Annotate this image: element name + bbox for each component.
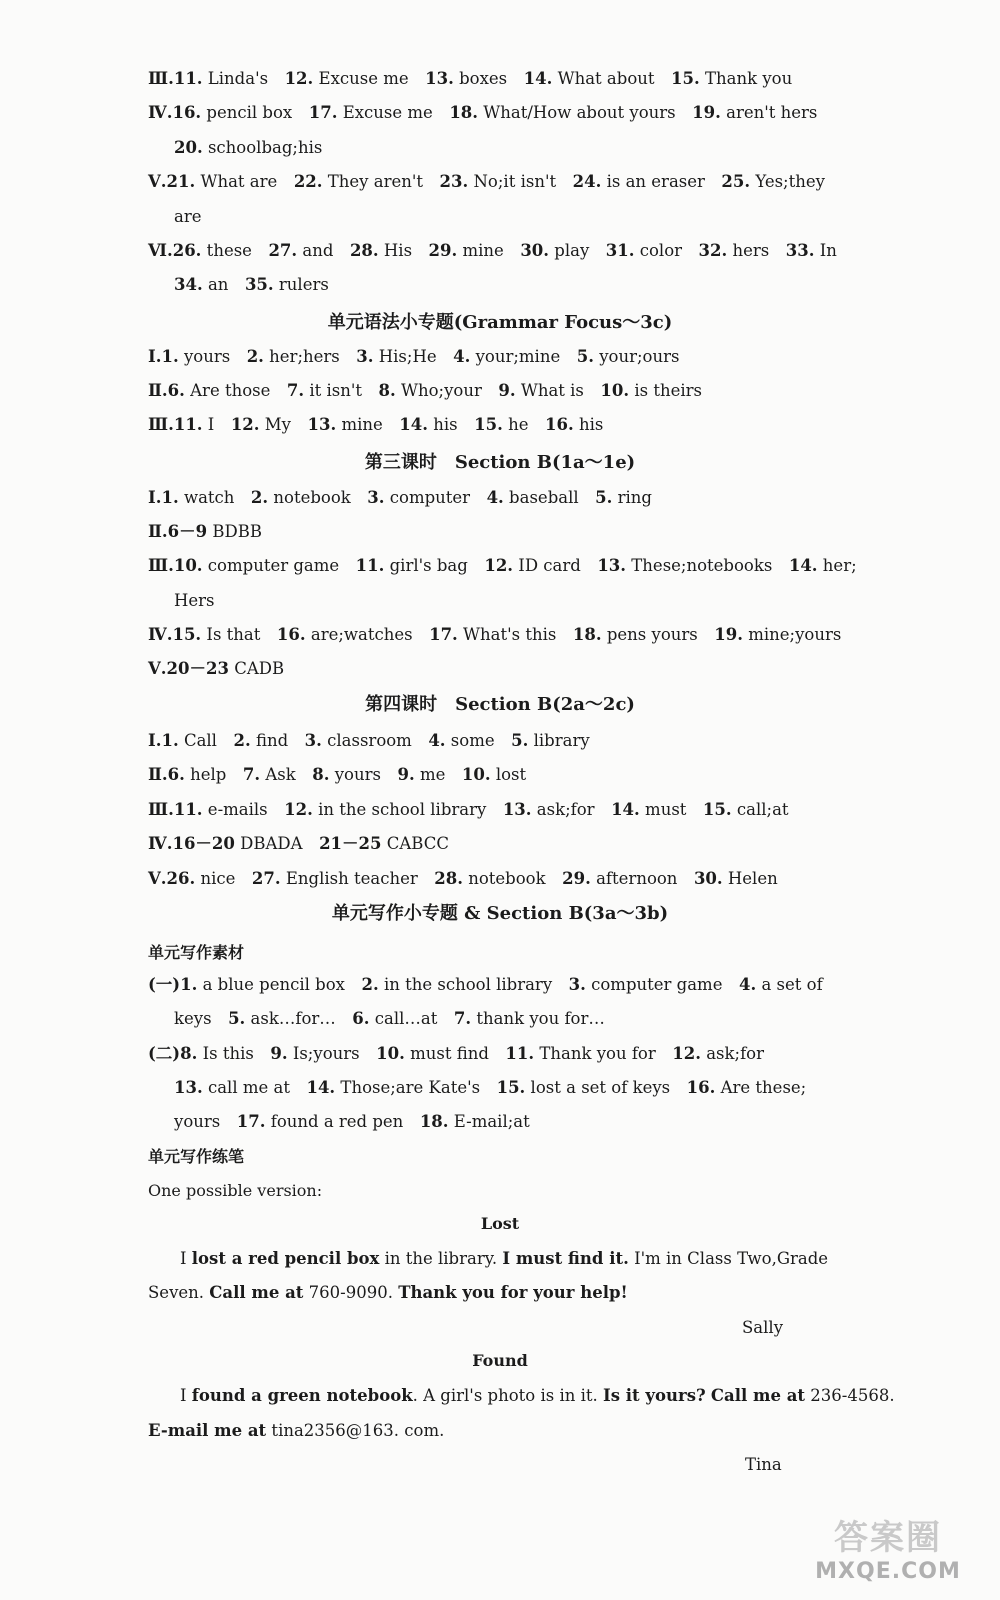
answer-number: 6.: [167, 381, 185, 400]
answer-number: 10.: [173, 556, 203, 575]
answer-item: 1. Call: [161, 731, 217, 750]
answer-item: 35. rulers: [244, 275, 329, 294]
answer-number: 26.: [172, 241, 202, 260]
answer-number: 6.: [352, 1009, 370, 1028]
answer-number: 5.: [511, 731, 529, 750]
answer-item: 31. color: [605, 241, 683, 260]
subsection-writing-practice: 单元写作练笔: [148, 1147, 245, 1166]
answer-item: 13. boxes: [425, 69, 508, 88]
writing-line: [174, 1111, 824, 1133]
part-number: Ⅰ.: [148, 347, 162, 366]
answer-item: 14. must: [611, 800, 687, 819]
answer-number: 26.: [166, 869, 196, 888]
part-number: Ⅴ.: [148, 869, 167, 888]
answer-number: 2.: [246, 347, 264, 366]
part-number: Ⅰ.: [148, 731, 162, 750]
part-number: Ⅱ.: [148, 381, 168, 400]
answer-item: 16－20 DBADA: [172, 834, 303, 853]
answer-item: 34. an: [174, 275, 229, 294]
answer-item: 4. some: [428, 731, 495, 750]
answer-item: 12. ask;for: [672, 1044, 765, 1063]
section-title-grammar: 单元语法小专题(Grammar Focus～3c): [327, 312, 673, 333]
answer-item: 3. classroom: [304, 731, 412, 750]
answer-item: 4. a set of: [738, 975, 823, 994]
answer-item: 30. play: [520, 241, 590, 260]
part-number: Ⅳ.: [148, 103, 173, 122]
answer-item: 13. These;notebooks: [597, 556, 773, 575]
essay-title-found: Found: [472, 1351, 528, 1370]
answer-item: 11. girl's bag: [355, 556, 468, 575]
b1-line: [148, 658, 798, 680]
answer-item: 16. are;watches: [276, 625, 413, 644]
answer-item: 15. Is that: [172, 625, 261, 644]
watermark-logo: [798, 1510, 978, 1590]
b1-line: [148, 555, 857, 577]
answer-number: 11.: [173, 800, 203, 819]
answer-item: 15. lost a set of keys: [496, 1078, 671, 1097]
answer-item: 24. is an eraser: [572, 172, 705, 191]
top-line: [148, 102, 818, 124]
b2-line: [148, 799, 798, 821]
answer-number: 12.: [284, 800, 313, 819]
answer-number: 27.: [268, 241, 298, 260]
part-number: Ⅳ.: [148, 625, 173, 644]
answer-item: 4. your;mine: [453, 347, 561, 366]
part-number: Ⅲ.: [148, 69, 174, 88]
answer-item: 7. Ask: [242, 765, 296, 784]
answer-number: 30.: [693, 869, 723, 888]
answer-item: 10. is theirs: [600, 381, 703, 400]
answer-number: 13.: [174, 1078, 203, 1097]
bold-phrase: Call me at: [209, 1283, 304, 1302]
answer-item: 17. Excuse me: [308, 103, 433, 122]
answer-number: 16－20: [172, 834, 235, 853]
answer-number: 8.: [378, 381, 396, 400]
answer-item: 15. Thank you: [671, 69, 793, 88]
answer-item: 12. in the school library: [284, 800, 487, 819]
answer-number: 12.: [230, 415, 260, 434]
section-title-b1: 第三课时 Section B(1a～1e): [364, 452, 636, 473]
essay-found-line-1: I found a green notebook. A girl's photo is in it. Is it yours? Call me at 236-4568.: [180, 1386, 895, 1405]
answer-number: 18.: [449, 103, 479, 122]
answer-item: 22. They aren't: [293, 172, 424, 191]
answer-item: 9. me: [397, 765, 446, 784]
writing-line: [148, 974, 823, 996]
answer-number: 8.: [312, 765, 330, 784]
answer-number: 16.: [172, 103, 202, 122]
answer-item: 2. notebook: [250, 488, 351, 507]
answer-item: 5. ring: [595, 488, 652, 507]
answer-number: 30.: [520, 241, 550, 260]
answer-number: 6.: [167, 765, 185, 784]
answer-item: 3. computer: [367, 488, 471, 507]
answer-item: 28. notebook: [434, 869, 546, 888]
answer-number: 9.: [397, 765, 415, 784]
answer-number: 33.: [785, 241, 815, 260]
top-line: [148, 171, 825, 193]
answer-number: 16.: [686, 1078, 716, 1097]
part-number: Ⅳ.: [148, 834, 173, 853]
answer-number: 27.: [251, 869, 281, 888]
answer-item: 6. call…at: [352, 1009, 438, 1028]
answer-number: 4.: [738, 975, 757, 994]
bold-phrase: found a green notebook: [191, 1386, 413, 1405]
answer-item: keys: [174, 1009, 212, 1028]
top-line: [174, 137, 824, 159]
answer-item: 20－23 CADB: [166, 659, 285, 678]
answer-item: 17. found a red pen: [236, 1112, 404, 1131]
answer-number: 3.: [356, 347, 374, 366]
answer-number: 11.: [505, 1044, 535, 1063]
answer-number: 15.: [474, 415, 503, 434]
answer-item: 17. What's this: [429, 625, 557, 644]
answer-number: 14.: [399, 415, 429, 434]
answer-item: 5. ask…for…: [228, 1009, 336, 1028]
answer-number: 32.: [698, 241, 728, 260]
answer-item: 23. No;it isn't: [439, 172, 557, 191]
answer-number: 5.: [595, 488, 613, 507]
answer-item: 5. library: [511, 731, 590, 750]
answer-item: 8. Is this: [180, 1044, 254, 1063]
answer-item: 16. his: [545, 415, 604, 434]
answer-number: 18.: [572, 625, 602, 644]
answer-number: 4.: [486, 488, 504, 507]
answer-item: 14. her;: [788, 556, 857, 575]
answer-item: 15. he: [474, 415, 529, 434]
answer-item: 11. Linda's: [173, 69, 269, 88]
answer-item: 26. these: [172, 241, 252, 260]
answer-item: 9. Is;yours: [270, 1044, 360, 1063]
bold-phrase: I must find it.: [502, 1249, 629, 1268]
answer-number: 23.: [439, 172, 469, 191]
b2-line: [148, 730, 798, 752]
part-number: (一): [148, 975, 181, 994]
answer-number: 28.: [349, 241, 379, 260]
grammar-line: [148, 414, 798, 436]
answer-number: 9.: [498, 381, 516, 400]
answer-number: 15.: [702, 800, 732, 819]
answer-item: 7. it isn't: [286, 381, 363, 400]
answer-item: 1. yours: [161, 347, 231, 366]
answer-item: 8. Who;your: [378, 381, 482, 400]
answer-number: 35.: [244, 275, 274, 294]
answer-number: 16.: [545, 415, 574, 434]
answer-item: 16. Are these;: [686, 1078, 807, 1097]
answer-item: 12. Excuse me: [284, 69, 409, 88]
answer-item: 7. thank you for…: [453, 1009, 605, 1028]
answer-item: 10. must find: [376, 1044, 489, 1063]
answer-item: 10. lost: [461, 765, 527, 784]
answer-item: 12. ID card: [484, 556, 581, 575]
answer-item: 18. E-mail;at: [419, 1112, 530, 1131]
answer-number: 29.: [562, 869, 591, 888]
answer-item: 18. pens yours: [572, 625, 698, 644]
signature-tina: Tina: [745, 1455, 782, 1474]
answer-number: 18.: [419, 1112, 449, 1131]
answer-item: 1. watch: [161, 488, 235, 507]
answer-item: 3. computer game: [568, 975, 723, 994]
answer-number: 17.: [236, 1112, 266, 1131]
answer-number: 10.: [600, 381, 630, 400]
part-number: Ⅲ.: [148, 556, 174, 575]
answer-item: 2. in the school library: [361, 975, 553, 994]
answer-item: 28. His: [349, 241, 413, 260]
answer-item: 14. his: [399, 415, 458, 434]
top-line: [174, 206, 824, 228]
answer-number: 2.: [250, 488, 269, 507]
answer-item: 6－9 BDBB: [167, 522, 262, 541]
answer-item: 14. Those;are Kate's: [306, 1078, 481, 1097]
part-number: Ⅰ.: [148, 488, 162, 507]
part-number: Ⅱ.: [148, 765, 168, 784]
answer-number: 14.: [611, 800, 640, 819]
bold-phrase: E-mail me at: [148, 1421, 267, 1440]
answer-item: 12. My: [230, 415, 292, 434]
answer-item: 29. mine: [428, 241, 504, 260]
answer-number: 10.: [461, 765, 491, 784]
answer-number: 17.: [429, 625, 458, 644]
answer-number: 3.: [568, 975, 586, 994]
answer-item: 5. your;ours: [576, 347, 680, 366]
subsection-writing-materials: 单元写作素材: [148, 943, 245, 962]
answer-number: 1.: [161, 731, 179, 750]
answer-item: 19. mine;yours: [714, 625, 842, 644]
answer-number: 14.: [306, 1078, 336, 1097]
answer-number: 15.: [496, 1078, 526, 1097]
answer-item: are: [174, 207, 202, 226]
answer-number: 19.: [692, 103, 721, 122]
answer-number: 11.: [173, 69, 203, 88]
possible-version-note: One possible version:: [148, 1181, 323, 1200]
answer-item: 27. and: [268, 241, 334, 260]
answer-item: 29. afternoon: [562, 869, 678, 888]
answer-number: 31.: [605, 241, 635, 260]
answer-item: 1. a blue pencil box: [180, 975, 345, 994]
answer-item: 26. nice: [166, 869, 236, 888]
answer-number: 13.: [597, 556, 627, 575]
part-number: Ⅴ.: [148, 659, 167, 678]
answer-item: 15. call;at: [702, 800, 789, 819]
answer-number: 2.: [233, 731, 251, 750]
bold-phrase: Thank you for your help!: [398, 1283, 628, 1302]
answer-number: 14.: [523, 69, 553, 88]
answer-number: 8.: [180, 1044, 198, 1063]
answer-item: 4. baseball: [486, 488, 579, 507]
answer-item: 14. What about: [523, 69, 655, 88]
bold-phrase: Is it yours?: [603, 1386, 706, 1405]
answer-number: 12.: [284, 69, 314, 88]
answer-item: 27. English teacher: [251, 869, 418, 888]
b2-line: [148, 764, 798, 786]
answer-number: 15.: [671, 69, 700, 88]
answer-item: 18. What/How about yours: [449, 103, 676, 122]
b1-line: [174, 590, 824, 612]
writing-line: [174, 1077, 824, 1099]
answer-number: 12.: [484, 556, 514, 575]
watermark-text-top: 答案圈: [834, 1518, 942, 1558]
answer-item: 6. Are those: [167, 381, 271, 400]
answer-number: 2.: [361, 975, 379, 994]
answer-number: 34.: [174, 275, 203, 294]
signature-sally: Sally: [742, 1318, 784, 1337]
essay-found-line-2: E-mail me at tina2356@163. com.: [148, 1421, 445, 1440]
answer-item: 3. His;He: [356, 347, 437, 366]
answer-number: 29.: [428, 241, 458, 260]
answer-item: 33. In: [785, 241, 837, 260]
b1-line: [148, 487, 798, 509]
watermark-text-bottom: MXQE.COM: [815, 1559, 961, 1584]
answer-number: 16.: [276, 625, 306, 644]
part-number: Ⅴ.: [148, 172, 167, 191]
answer-item: 13. ask;for: [502, 800, 595, 819]
answer-number: 17.: [308, 103, 338, 122]
grammar-line: [148, 380, 798, 402]
section-title-writing: 单元写作小专题 & Section B(3a～3b): [331, 903, 669, 924]
essay-lost-line-1: I lost a red pencil box in the library. I must find it. I'm in Class Two,Grade: [180, 1249, 829, 1268]
part-number: Ⅵ.: [148, 241, 173, 260]
answer-number: 3.: [304, 731, 322, 750]
answer-number: 3.: [367, 488, 385, 507]
writing-line: [148, 1043, 798, 1065]
answer-item: 11. Thank you for: [505, 1044, 656, 1063]
grammar-line: [148, 346, 798, 368]
answer-item: yours: [174, 1112, 221, 1131]
answer-item: Hers: [174, 591, 215, 610]
answer-item: 9. What is: [498, 381, 584, 400]
answer-number: 9.: [270, 1044, 288, 1063]
answer-number: 10.: [376, 1044, 405, 1063]
answer-number: 13.: [425, 69, 454, 88]
part-number: Ⅲ.: [148, 415, 174, 434]
bold-phrase: Call me at: [710, 1386, 806, 1405]
answer-item: 25. Yes;they: [721, 172, 825, 191]
part-number: Ⅱ.: [148, 522, 168, 541]
answer-number: 28.: [434, 869, 463, 888]
bold-phrase: lost a red pencil box: [191, 1249, 380, 1268]
answer-item: 8. yours: [312, 765, 381, 784]
answer-number: 7.: [286, 381, 305, 400]
part-number: (二): [148, 1044, 181, 1063]
answer-number: 14.: [788, 556, 818, 575]
answer-item: 21. What are: [166, 172, 278, 191]
answer-item: 13. call me at: [174, 1078, 290, 1097]
writing-line: [174, 1008, 824, 1030]
answer-item: 6. help: [167, 765, 227, 784]
section-title-b2: 第四课时 Section B(2a～2c): [365, 694, 635, 715]
b2-line: [148, 868, 798, 890]
answer-number: 5.: [228, 1009, 246, 1028]
answer-number: 13.: [307, 415, 337, 434]
answer-number: 7.: [453, 1009, 472, 1028]
answer-number: 13.: [502, 800, 532, 819]
answer-number: 11.: [355, 556, 385, 575]
answer-number: 22.: [293, 172, 323, 191]
answer-item: 13. mine: [307, 415, 383, 434]
answer-number: 7.: [242, 765, 261, 784]
answer-item: 30. Helen: [693, 869, 778, 888]
b1-line: [148, 624, 842, 646]
essay-title-lost: Lost: [480, 1214, 520, 1233]
answer-item: 19. aren't hers: [692, 103, 818, 122]
answer-number: 21－25: [319, 834, 382, 853]
answer-number: 5.: [576, 347, 594, 366]
answer-number: 24.: [572, 172, 602, 191]
answer-number: 21.: [166, 172, 196, 191]
answer-number: 4.: [428, 731, 446, 750]
answer-item: 11. e-mails: [173, 800, 268, 819]
answer-item: 21－25 CABCC: [319, 834, 449, 853]
top-line: [148, 240, 837, 262]
answer-number: 1.: [161, 488, 179, 507]
answer-item: 2. find: [233, 731, 289, 750]
answer-item: 32. hers: [698, 241, 770, 260]
answer-number: 1.: [180, 975, 198, 994]
essay-lost-line-2: Seven. Call me at 760-9090. Thank you for your help!: [148, 1283, 628, 1302]
b2-line: [148, 833, 798, 855]
answer-number: 6－9: [167, 522, 208, 541]
answer-item: 16. pencil box: [172, 103, 293, 122]
answer-number: 20－23: [166, 659, 229, 678]
answer-item: 2. her;hers: [246, 347, 340, 366]
answer-item: 20. schoolbag;his: [174, 138, 323, 157]
answer-number: 11.: [173, 415, 203, 434]
answer-item: 10. computer game: [173, 556, 340, 575]
answer-item: 11. I: [173, 415, 215, 434]
top-line: [174, 274, 824, 296]
answer-number: 1.: [161, 347, 179, 366]
answer-number: 15.: [172, 625, 202, 644]
answer-number: 25.: [721, 172, 751, 191]
answer-number: 12.: [672, 1044, 701, 1063]
answer-number: 4.: [453, 347, 471, 366]
answer-number: 20.: [174, 138, 203, 157]
answer-number: 19.: [714, 625, 743, 644]
part-number: Ⅲ.: [148, 800, 174, 819]
top-line: [148, 68, 798, 90]
b1-line: [148, 521, 798, 543]
